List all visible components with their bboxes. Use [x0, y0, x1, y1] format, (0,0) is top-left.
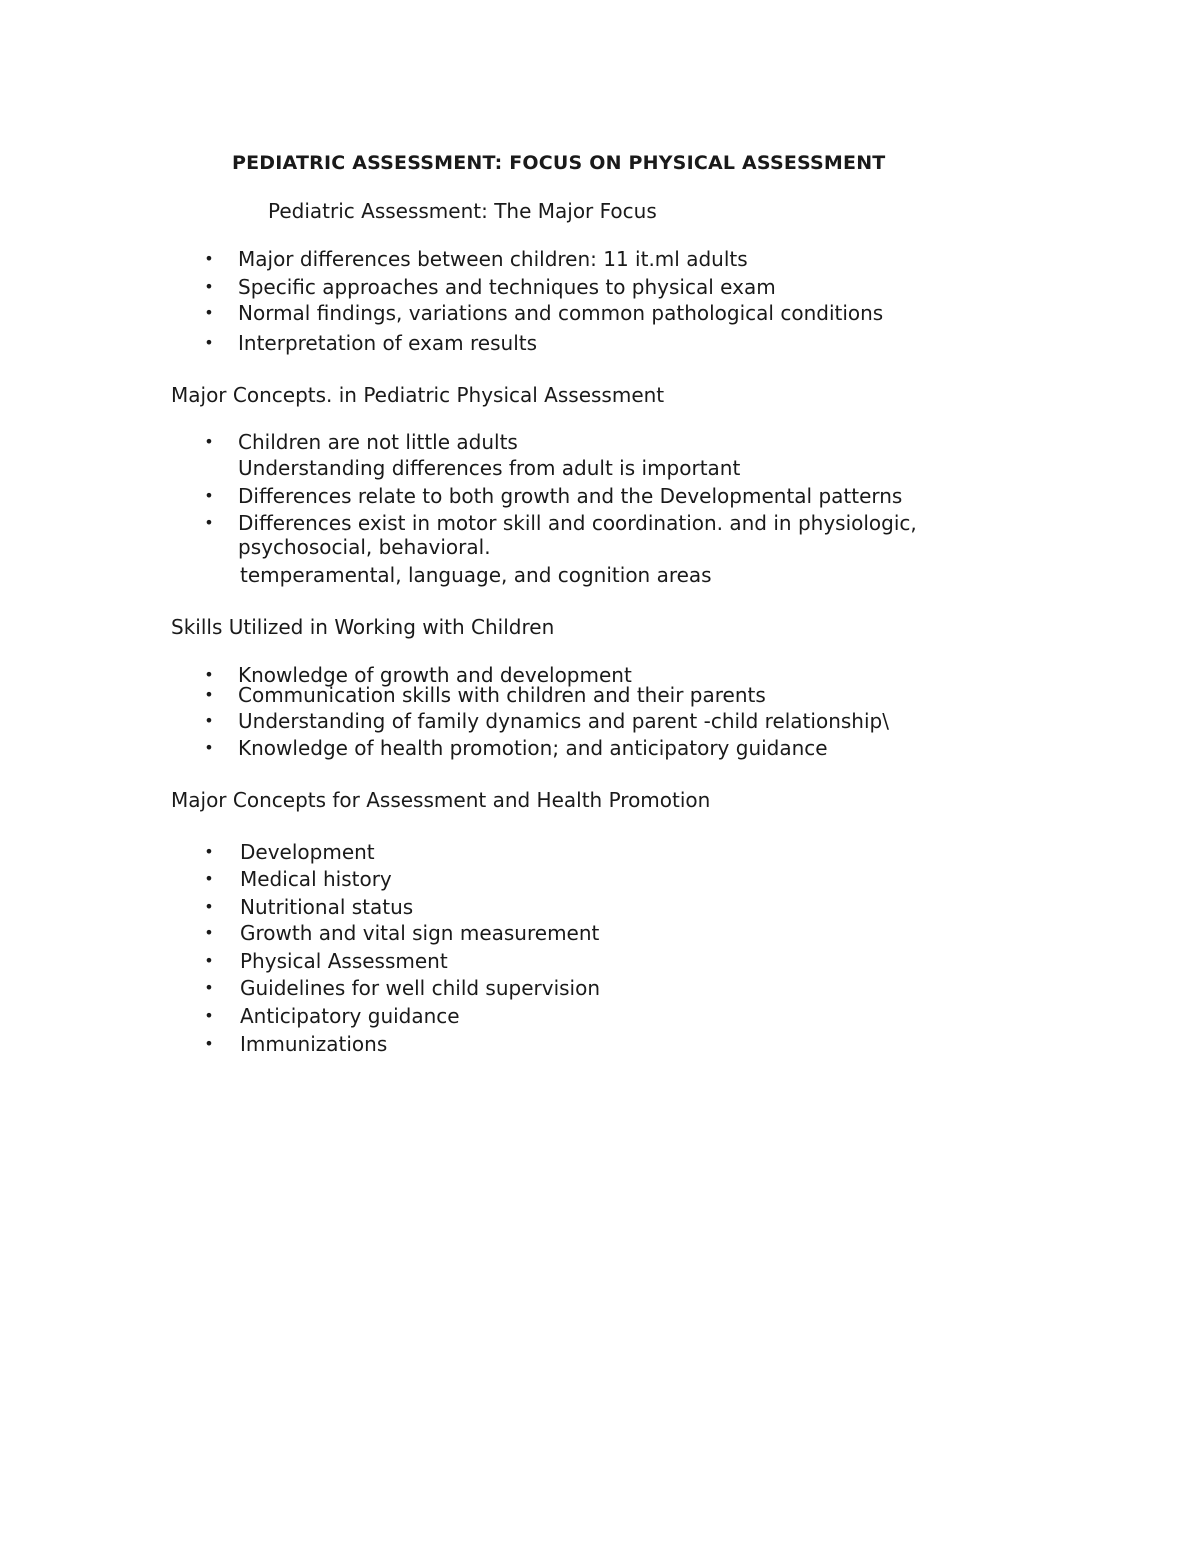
list-item-text: Major differences between children: 11 it.ml adults [238, 247, 748, 271]
list-item-text: Communication skills with children and their parents [238, 683, 766, 707]
list-item [204, 1032, 388, 1056]
bullet-icon: • [204, 685, 214, 704]
bullet-icon: • [204, 978, 214, 997]
bullet-icon: • [204, 303, 214, 322]
list-item-text: Interpretation of exam results [238, 331, 538, 355]
bullet-icon: • [204, 711, 214, 730]
list-item-text: Understanding of family dynamics and parent -child relationship\ [238, 709, 889, 733]
list-item-text: Immunizations [240, 1032, 388, 1056]
list-item [204, 709, 889, 733]
list-item [204, 736, 828, 760]
list-item [204, 867, 392, 891]
section-heading: Skills Utilized in Working with Children [171, 615, 555, 639]
section-heading: Major Concepts. in Pediatric Physical Assessment [171, 383, 665, 407]
bullet-icon: • [204, 897, 214, 916]
list-item [204, 895, 414, 919]
list-item-text: Physical Assessment [240, 949, 448, 973]
list-item-continuation: psychosocial, behavioral. [238, 535, 491, 559]
list-item-text: Guidelines for well child supervision [240, 976, 601, 1000]
list-item-text: Growth and vital sign measurement [240, 921, 600, 945]
bullet-icon: • [204, 923, 214, 942]
document-subtitle: Pediatric Assessment: The Major Focus [268, 199, 657, 223]
document-title: PEDIATRIC ASSESSMENT: FOCUS ON PHYSICAL ASSESSMENT [232, 152, 886, 174]
list-item-text: Normal findings, variations and common pathological conditions [238, 301, 884, 325]
bullet-icon: • [204, 665, 214, 684]
list-item [204, 683, 766, 707]
list-item [204, 840, 375, 864]
list-item [204, 430, 518, 454]
bullet-icon: • [204, 951, 214, 970]
list-item [204, 511, 917, 535]
list-item [204, 247, 748, 271]
list-item [204, 921, 600, 945]
list-item [204, 949, 448, 973]
list-item-text: Specific approaches and techniques to physical exam [238, 275, 776, 299]
list-item [204, 484, 903, 508]
list-item-text: Children are not little adults [238, 430, 518, 454]
list-item-text: Development [240, 840, 375, 864]
list-item [204, 301, 884, 325]
bullet-icon: • [204, 486, 214, 505]
bullet-icon: • [204, 869, 214, 888]
list-item-text: Knowledge of health promotion; and anticipatory guidance [238, 736, 828, 760]
list-item [204, 331, 538, 355]
list-item-text: Medical history [240, 867, 392, 891]
bullet-icon: • [204, 842, 214, 861]
section-heading: Major Concepts for Assessment and Health Promotion [171, 788, 711, 812]
bullet-icon: • [204, 1006, 214, 1025]
bullet-icon: • [204, 432, 214, 451]
bullet-icon: • [204, 513, 214, 532]
list-item-continuation: Understanding differences from adult is important [238, 456, 741, 480]
list-item-text: Differences relate to both growth and the Developmental patterns [238, 484, 903, 508]
list-item-text: Knowledge of growth and development [238, 663, 632, 687]
bullet-icon: • [204, 738, 214, 757]
list-item-text: Nutritional status [240, 895, 414, 919]
list-item [204, 275, 776, 299]
list-item-text: Anticipatory guidance [240, 1004, 460, 1028]
list-item [204, 1004, 460, 1028]
bullet-icon: • [204, 333, 214, 352]
list-item-text: Differences exist in motor skill and coordination. and in physiologic, [238, 511, 917, 535]
bullet-icon: • [204, 277, 214, 296]
list-item [204, 976, 601, 1000]
bullet-icon: • [204, 1034, 214, 1053]
bullet-icon: • [204, 249, 214, 268]
list-item-continuation: temperamental, language, and cognition areas [240, 563, 712, 587]
